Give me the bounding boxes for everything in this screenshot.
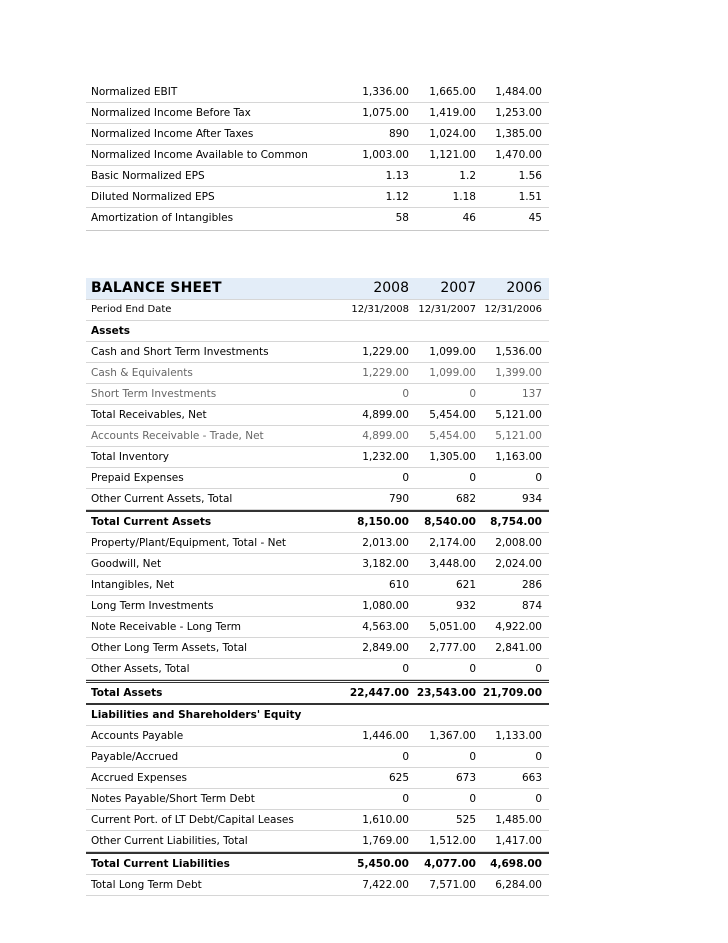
table-row: Cash and Short Term Investments 1,229.00 1,099.00 1,536.00 [86,342,549,363]
balance-sheet-table [86,278,549,896]
table-row: Intangibles, Net 610 621 286 [86,575,549,596]
balance-sheet-title: BALANCE SHEET [91,280,222,296]
table-row: Long Term Investments 1,080.00 932 874 [86,596,549,617]
table-row: Other Current Assets, Total 790 682 934 [86,489,549,510]
table-row: Goodwill, Net 3,182.00 3,448.00 2,024.00 [86,554,549,575]
table-row: Amortization of Intangibles 58 46 45 [86,208,549,231]
balance-sheet-header [86,278,549,300]
income-table [86,82,549,231]
table-row: Normalized Income Available to Common 1,003.00 1,121.00 1,470.00 [86,145,549,166]
table-row: Total Inventory 1,232.00 1,305.00 1,163.00 [86,447,549,468]
table-row: Accrued Expenses 625 673 663 [86,768,549,789]
table-row: Property/Plant/Equipment, Total - Net 2,013.00 2,174.00 2,008.00 [86,533,549,554]
table-row: Basic Normalized EPS 1.13 1.2 1.56 [86,166,549,187]
table-row: Normalized EBIT 1,336.00 1,665.00 1,484.00 [86,82,549,103]
table-row: Total Receivables, Net 4,899.00 5,454.00 5,121.00 [86,405,549,426]
table-row: Payable/Accrued 0 0 0 [86,747,549,768]
table-row: Prepaid Expenses 0 0 0 [86,468,549,489]
table-row: Current Port. of LT Debt/Capital Leases 1,610.00 525 1,485.00 [86,810,549,831]
table-row: Normalized Income After Taxes 890 1,024.00 1,385.00 [86,124,549,145]
table-row: Other Long Term Assets, Total 2,849.00 2,777.00 2,841.00 [86,638,549,659]
total-current-assets-row: Total Current Assets 8,150.00 8,540.00 8,754.00 [86,510,549,533]
liabilities-heading: Liabilities and Shareholders' Equity [86,705,549,726]
year-2006: 2006 [506,280,542,296]
table-row: Cash & Equivalents 1,229.00 1,099.00 1,399.00 [86,363,549,384]
total-assets-row: Total Assets 22,447.00 23,543.00 21,709.00 [86,680,549,705]
table-row: Other Assets, Total 0 0 0 [86,659,549,680]
table-row: Diluted Normalized EPS 1.12 1.18 1.51 [86,187,549,208]
table-row: Other Current Liabilities, Total 1,769.00 1,512.00 1,417.00 [86,831,549,852]
table-row: Accounts Receivable - Trade, Net 4,899.00 5,454.00 5,121.00 [86,426,549,447]
assets-heading: Assets [86,321,549,342]
table-row: Note Receivable - Long Term 4,563.00 5,051.00 4,922.00 [86,617,549,638]
table-row: Notes Payable/Short Term Debt 0 0 0 [86,789,549,810]
table-row: Normalized Income Before Tax 1,075.00 1,419.00 1,253.00 [86,103,549,124]
total-long-term-debt-row: Total Long Term Debt 7,422.00 7,571.00 6,284.00 [86,875,549,896]
total-current-liabilities-row: Total Current Liabilities 5,450.00 4,077.00 4,698.00 [86,852,549,875]
year-2007: 2007 [440,280,476,296]
table-row: Short Term Investments 0 0 137 [86,384,549,405]
table-row: Accounts Payable 1,446.00 1,367.00 1,133.00 [86,726,549,747]
period-end-row: Period End Date 12/31/2008 12/31/2007 12/31/2006 [86,300,549,321]
year-2008: 2008 [373,280,409,296]
